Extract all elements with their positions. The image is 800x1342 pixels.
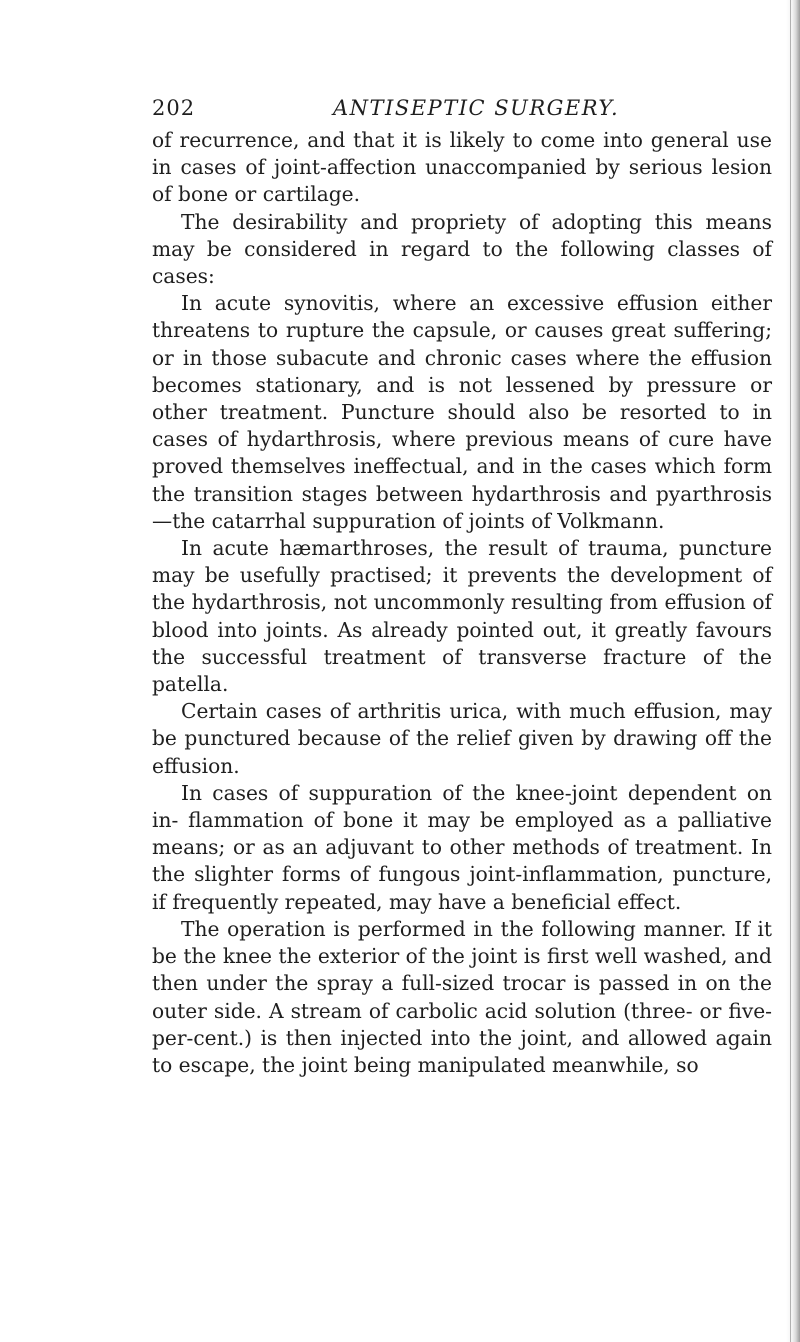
paragraph-continuation: of recurrence, and that it is likely to come into general use in cases of joint-affection unaccompanied by serious lesion of bone or cartilage. — [152, 128, 772, 207]
body-text — [152, 127, 772, 1079]
paragraph: The desirability and propriety of adopting this means may be considered in regard to the following classes of cases: — [152, 209, 772, 289]
page-number: 202 — [152, 96, 196, 120]
paragraph: Certain cases of arthritis urica, with much effusion, may be punctured because of the relief given by drawing off the effusion. — [152, 699, 772, 778]
paragraph: In cases of suppuration of the knee-joint dependent on in- flammation of bone it may be employed as a palliative means; or as an adjuvant to other methods of treatment. In the slighter forms of fungous joint-inflammation, puncture, if frequently repeated, may have a beneficial effect. — [152, 780, 772, 914]
paragraph: The operation is performed in the following manner. If it be the knee the exterior of the joint is first well washed, and then under the spray a full-sized trocar is passed in on the outer side. A stream of carbolic acid solution (three- or five-per-cent.) is then injected into the joint, and allowed again to escape, the joint being manipulated meanwhile, so — [152, 916, 772, 1077]
page-edge-line — [790, 0, 791, 1342]
page-edge-shadow — [786, 0, 800, 1342]
running-title: ANTISEPTIC SURGERY. — [333, 96, 620, 120]
paragraph: In acute hæmarthroses, the result of trauma, puncture may be usefully practised; it prevents the development of the hydarthrosis, not uncommonly resulting from effusion of blood into joints. As already pointed out, it greatly favours the successful treatment of transverse fracture of the patella. — [152, 536, 772, 697]
running-head — [152, 96, 772, 126]
paragraph: In acute synovitis, where an excessive effusion either threatens to rupture the capsule, or causes great suffering; or in those subacute and chronic cases where the effusion becomes stationary, and is not lessened by pressure or other treatment. Puncture should also be resorted to in cases of hydarthrosis, where previous means of cure have proved themselves ineffectual, and in the cases which form the transition stages between hydarthrosis and pyarthrosis—the catarrhal suppuration of joints of Volkmann. — [152, 291, 772, 533]
